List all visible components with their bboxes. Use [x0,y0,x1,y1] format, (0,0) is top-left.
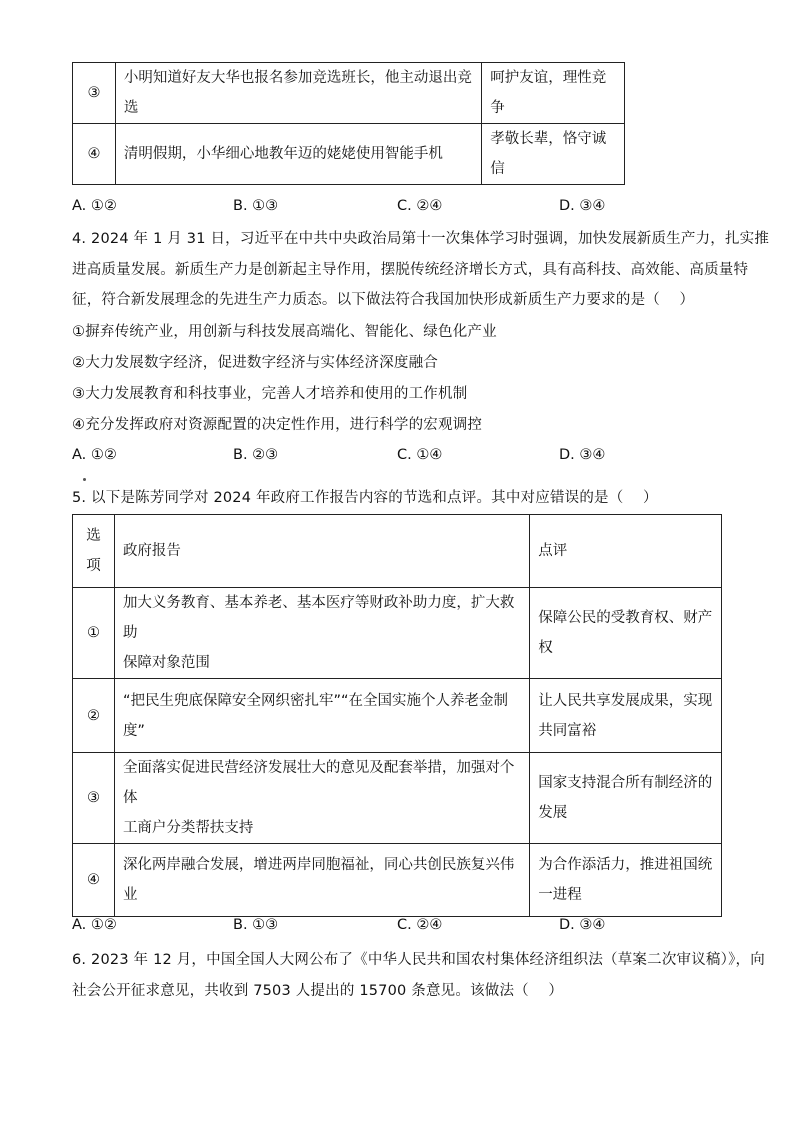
table-row [73,679,722,753]
option-number: ① [73,588,115,679]
comment-cell [530,844,722,917]
comment-cell: 呵护友谊，理性竞争 [482,63,625,124]
q4-stem-line-1: 4. 2024 年 1 月 31 日，习近平在中共中央政治局第十一次集体学习时强调，加快发展新质生产力，扎实推 [72,231,770,247]
option-c: C. ②④ [397,198,443,214]
report-line-1: “把民生兜底保障安全网织密扎牢”“在全国实施个人养老金制度” [122,692,508,739]
report-cell [114,753,529,844]
header-comment: 点评 [530,515,722,588]
header-option [73,515,115,588]
table-row [73,124,625,185]
option-d: D. ③④ [559,917,606,933]
comment-line-2: 一进程 [538,887,582,903]
header-report: 政府报告 [114,515,529,588]
comment-line-1: 为合作添活力，推进祖国统 [538,857,713,873]
comment-cell [530,588,722,679]
option-b: B. ②③ [233,447,279,463]
option-d: D. ③④ [559,447,606,463]
comment-cell [530,753,722,844]
option-number: ③ [73,753,115,844]
q4-stem-line-3: 征，符合新发展理念的先进生产力质态。以下做法符合我国加快形成新质生产力要求的是（ ） [72,292,695,308]
q6-stem-line-1: 6. 2023 年 12 月，中国全国人大网公布了《中华人民共和国农村集体经济组织法（草案二次审议稿）》，向 [72,952,765,968]
scenario-cell: 清明假期，小华细心地教年迈的姥姥使用智能手机 [115,124,481,185]
table-row [73,63,625,124]
q3-options [72,198,632,218]
table-row [73,588,722,679]
q5-stem: 5. 以下是陈芳同学对 2024 年政府工作报告内容的节选和点评。其中对应错误的是（ ） [72,490,658,506]
q5-table [72,514,722,917]
table-row [73,844,722,917]
table-row [73,753,722,844]
report-line-1: 加大义务教育、基本养老、基本医疗等财政补助力度，扩大救助 [122,595,515,641]
comment-line-1: 让人民共享发展成果，实现 [538,692,713,709]
report-line-2: 工商户分类帮扶支持 [122,820,254,836]
scenario-cell: 小明知道好友大华也报名参加竞选班长，他主动退出竞选 [115,63,481,124]
option-number: ② [73,679,115,753]
option-b: B. ①③ [233,917,279,933]
q4-item-2: ②大力发展数字经济，促进数字经济与实体经济深度融合 [72,355,438,371]
q5-options [72,917,632,937]
comment-line-1: 保障公民的受教育权、财产 [538,610,713,626]
comment-line-1: 国家支持混合所有制经济的 [538,775,713,791]
option-d: D. ③④ [559,198,606,214]
header-option-line-1: 选 [86,528,101,544]
option-a: A. ①② [72,917,117,933]
q4-options [72,447,632,467]
q4-item-3: ③大力发展教育和科技事业，完善人才培养和使用的工作机制 [72,386,468,402]
table-header-row [73,515,722,588]
q4-item-4: ④充分发挥政府对资源配置的决定性作用，进行科学的宏观调控 [72,417,483,433]
report-cell [114,679,529,753]
report-cell [114,844,529,917]
q4-item-1: ①摒弃传统产业，用创新与科技发展高端化、智能化、绿色化产业 [72,324,497,340]
option-number: ④ [73,124,116,185]
q4-stem-line-2: 进高质量发展。新质生产力是创新起主导作用，摆脱传统经济增长方式，具有高科技、高效能、高质量特 [72,262,749,278]
option-number: ④ [73,844,115,917]
option-a: A. ①② [72,447,117,463]
report-cell [114,588,529,679]
option-c: C. ②④ [397,917,443,933]
option-number: ③ [73,63,116,124]
comment-line-2: 权 [538,640,553,656]
comment-line-2: 发展 [538,805,568,821]
report-line-1: 全面落实促进民营经济发展壮大的意见及配套举措，加强对个体 [122,760,515,806]
report-line-1: 深化两岸融合发展，增进两岸同胞福祉，同心共创民族复兴伟业 [122,857,515,903]
comment-line-2: 共同富裕 [538,722,597,739]
option-c: C. ①④ [397,447,443,463]
comment-cell: 孝敬长辈，恪守诚信 [482,124,625,185]
stray-dot [83,478,86,481]
q3-table [72,62,625,185]
q6-stem-line-2: 社会公开征求意见，共收到 7503 人提出的 15700 条意见。该做法（ ） [72,983,564,999]
option-b: B. ①③ [233,198,279,214]
option-a: A. ①② [72,198,117,214]
header-option-line-2: 项 [86,558,101,574]
report-line-2: 保障对象范围 [122,655,210,671]
comment-cell [530,679,722,753]
